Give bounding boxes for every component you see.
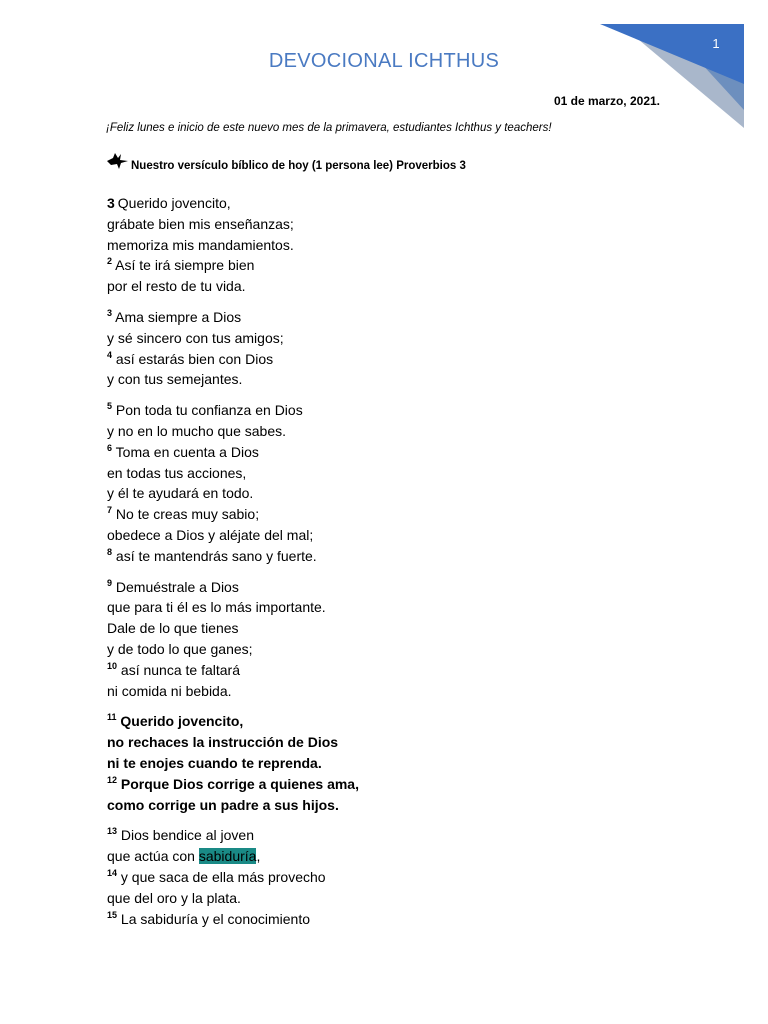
stanza-1 [107, 193, 359, 297]
verse-number: 7 [107, 505, 113, 516]
line-text: así estarás bien con Dios [115, 350, 274, 367]
poem-line: y no en lo mucho que sabes. [107, 422, 287, 439]
stanza-3 [107, 400, 359, 566]
line-text: La sabiduría y el conocimiento [120, 910, 311, 927]
stanza-4 [107, 577, 359, 702]
poem-line [107, 577, 359, 598]
poem-line: que del oro y la plata. [107, 889, 241, 906]
stanza-2 [107, 307, 359, 390]
poem-line: Dale de lo que tienes [107, 620, 239, 637]
poem-line: ni te enojes cuando te reprenda. [107, 754, 322, 771]
verse-number: 4 [107, 349, 113, 360]
poem-line [107, 255, 359, 276]
line-text: así te mantendrás sano y fuerte. [115, 547, 317, 564]
line-text: que actúa con [107, 848, 195, 865]
poem-line: y él te ayudará en todo. [107, 485, 254, 502]
verse-heading-text: Nuestro versículo bíblico de hoy (1 persona lee) Proverbios 3 [131, 160, 466, 172]
poem-line [107, 193, 359, 214]
verse-number: 14 [107, 867, 118, 878]
line-text: Dios bendice al joven [120, 827, 254, 844]
poem-line [107, 307, 359, 328]
verse-number: 5 [107, 401, 113, 412]
poem-line [107, 774, 359, 795]
stanza-5 [107, 711, 359, 815]
highlighted-word: sabiduría [198, 848, 257, 865]
verse-number: 11 [107, 712, 117, 723]
poem-line [107, 349, 359, 370]
poem-line [107, 504, 359, 525]
poem-line [107, 442, 359, 463]
date-line: 01 de marzo, 2021. [553, 94, 660, 108]
poem-line: por el resto de tu vida. [107, 278, 246, 295]
verse-number: 2 [107, 256, 113, 267]
page-number: 1 [712, 36, 720, 51]
greeting-text: ¡Feliz lunes e inicio de este nuevo mes de la primavera, estudiantes Ichthus y teachers! [106, 122, 552, 134]
line-text: Pon toda tu confianza en Dios [115, 402, 303, 419]
verse-number: 6 [107, 442, 113, 453]
line-text: Toma en cuenta a Dios [115, 443, 259, 460]
verse-number: 3 [107, 195, 115, 211]
poem-line: memoriza mis mandamientos. [107, 236, 294, 253]
poem-line [107, 825, 359, 846]
line-text: y que saca de ella más provecho [120, 868, 326, 885]
line-text: Demuéstrale a Dios [115, 578, 239, 595]
poem-line: grábate bien mis enseñanzas; [107, 215, 294, 232]
line-text: Así te irá siempre bien [115, 257, 255, 274]
poem-line [107, 546, 359, 567]
page-title: DEVOCIONAL ICHTHUS [268, 50, 500, 72]
verse-number: 13 [107, 826, 118, 837]
poem-line: ni comida ni bebida. [107, 682, 232, 699]
poem [107, 193, 359, 939]
poem-line: en todas tus acciones, [107, 464, 247, 481]
poem-line [107, 867, 359, 888]
line-text: Querido jovencito, [117, 195, 231, 211]
line-text: No te creas muy sabio; [115, 506, 260, 523]
poem-line [107, 846, 359, 867]
poem-line [107, 660, 359, 681]
poem-line: y de todo lo que ganes; [107, 640, 253, 657]
line-text: Querido jovencito, [120, 713, 244, 730]
verse-number: 15 [107, 909, 118, 920]
poem-line [107, 400, 359, 421]
poem-line [107, 909, 359, 930]
poem-line: no rechaces la instrucción de Dios [107, 734, 339, 751]
poem-line: obedece a Dios y aléjate del mal; [107, 526, 314, 543]
verse-number: 10 [107, 660, 118, 671]
line-text: así nunca te faltará [120, 661, 240, 678]
verse-number: 8 [107, 546, 113, 557]
verse-number: 9 [107, 577, 113, 588]
dove-icon [106, 152, 130, 172]
verse-number: 3 [107, 307, 113, 318]
stanza-6 [107, 825, 359, 929]
poem-line: y sé sincero con tus amigos; [107, 329, 284, 346]
poem-line: y con tus semejantes. [107, 371, 243, 388]
poem-line [107, 711, 359, 732]
verse-number: 12 [107, 774, 118, 785]
line-text: , [256, 848, 261, 865]
verse-heading [106, 152, 466, 172]
poem-line: como corrige un padre a sus hijos. [107, 796, 339, 813]
line-text: Porque Dios corrige a quienes ama, [120, 775, 359, 792]
line-text: Ama siempre a Dios [115, 308, 242, 325]
poem-line: que para ti él es lo más importante. [107, 599, 326, 616]
